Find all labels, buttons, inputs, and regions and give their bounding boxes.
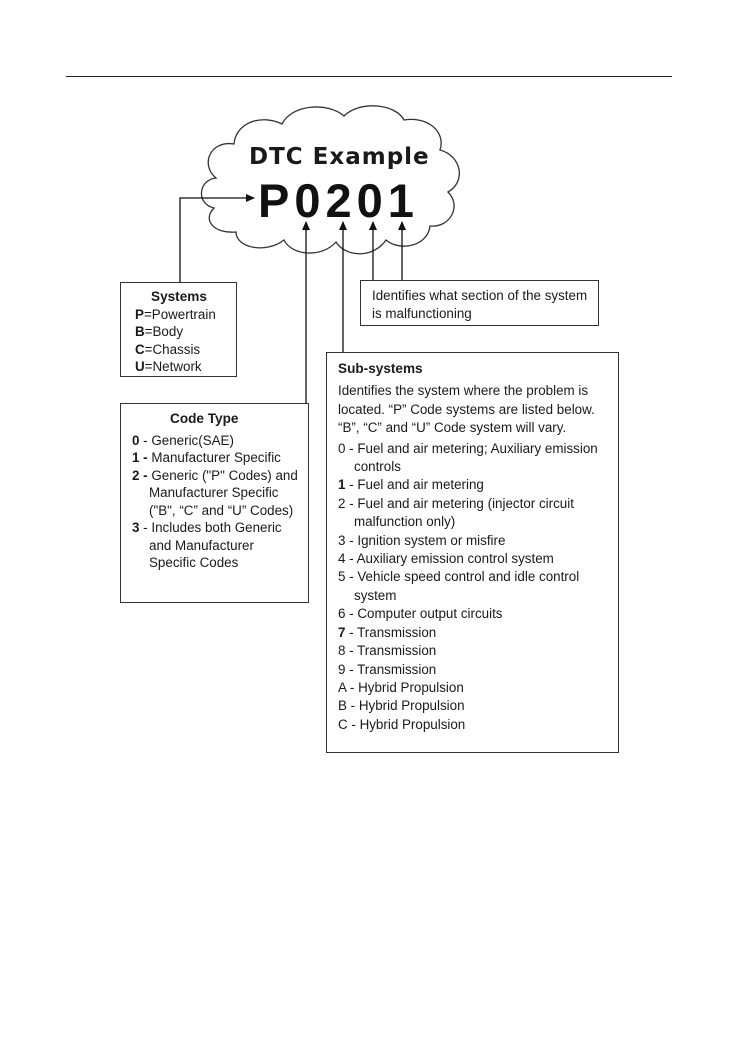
sub-system-item: 7 - Transmission [338, 624, 437, 640]
sub-system-item: 0 - Fuel and air metering; Auxiliary emission controls [338, 440, 598, 475]
sub-system-item: 6 - Computer output circuits [338, 606, 503, 622]
sub-system-item: A - Hybrid Propulsion [338, 679, 464, 695]
code-type-box [120, 403, 309, 603]
sub-system-item: 1 - Fuel and air metering [338, 477, 484, 493]
systems-title: Systems [151, 289, 207, 304]
sub-system-item: 2 - Fuel and air metering (injector circuit malfunction only) [338, 495, 574, 530]
sub-system-item: C - Hybrid Propulsion [338, 716, 466, 732]
sub-systems-box [326, 352, 619, 753]
systems-item: P=Powertrain [135, 306, 216, 322]
code-type-item: 0 - Generic(SAE) [132, 432, 234, 448]
code-type-item: 2 - Generic ("P" Codes) and Manufacturer Specific ("B", “C” and “U” Codes) [132, 467, 298, 518]
sub-systems-title: Sub-systems [338, 361, 423, 376]
systems-item: B=Body [135, 324, 184, 339]
sub-system-item: 5 - Vehicle speed control and idle control system [338, 569, 580, 603]
systems-item: C=Chassis [135, 341, 201, 357]
section-identifier-text: Identifies what section of the system is malfunctioning [372, 288, 588, 321]
sub-system-item: 3 - Ignition system or misfire [338, 532, 506, 548]
dtc-code: P0201 [258, 174, 419, 227]
sub-systems-description: Identifies the system where the problem is located. “P” Code systems are listed below. “B”, “C” and “U” Code system will vary. [338, 383, 595, 436]
systems-item: U=Network [135, 359, 202, 374]
sub-system-item: 9 - Transmission [338, 661, 437, 677]
sub-system-item: 8 - Transmission [338, 643, 437, 659]
code-type-item: 3 - Includes both Generic and Manufacturer Specific Codes [132, 520, 282, 570]
cloud-title: DTC Example [249, 144, 430, 170]
code-type-item: 1 - Manufacturer Specific [132, 450, 281, 465]
section-identifier-box [360, 280, 599, 326]
sub-system-item: 4 - Auxiliary emission control system [338, 551, 554, 567]
sub-system-item: B - Hybrid Propulsion [338, 698, 465, 714]
systems-box [120, 282, 237, 377]
code-type-title: Code Type [170, 411, 239, 426]
